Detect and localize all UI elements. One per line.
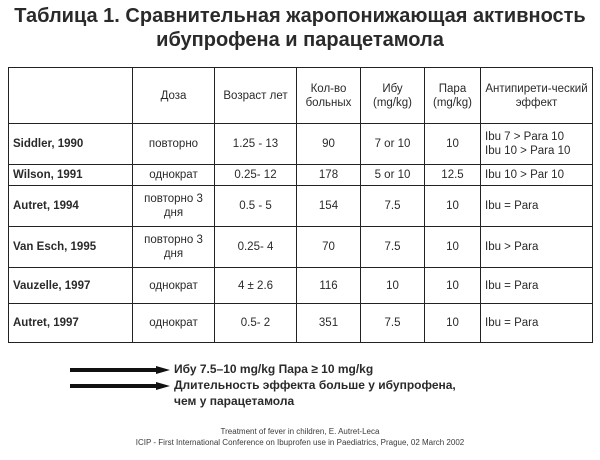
table-row — [9, 227, 593, 268]
source-line-1: Treatment of fever in children, E. Autret-Leca — [220, 427, 380, 436]
right-arrow-icon — [70, 382, 170, 390]
table-header-row — [9, 68, 593, 124]
header-patients: Кол-во больных — [297, 68, 361, 124]
conclusion-row-3 — [70, 394, 590, 410]
cell-ibu: 10 — [361, 268, 425, 304]
cell-patients: 70 — [297, 227, 361, 268]
table-row — [9, 165, 593, 186]
cell-study: Autret, 1997 — [9, 304, 133, 343]
cell-para: 12.5 — [425, 165, 481, 186]
table-row — [9, 124, 593, 165]
cell-effect: Ibu = Para — [481, 268, 593, 304]
cell-age: 0.25- 12 — [215, 165, 297, 186]
cell-dose: однократ — [133, 304, 215, 343]
conclusion-duration: Длительность эффекта больше у ибупрофена, — [174, 378, 456, 392]
cell-effect: Ibu 10 > Par 10 — [481, 165, 593, 186]
cell-study: Van Esch, 1995 — [9, 227, 133, 268]
cell-para: 10 — [425, 304, 481, 343]
cell-effect: Ibu = Para — [481, 304, 593, 343]
cell-age: 1.25 - 13 — [215, 124, 297, 165]
header-ibu: Ибу (mg/kg) — [361, 68, 425, 124]
cell-patients: 351 — [297, 304, 361, 343]
cell-study: Siddler, 1990 — [9, 124, 133, 165]
cell-effect: Ibu > Para — [481, 227, 593, 268]
comparison-table — [8, 67, 593, 343]
cell-ibu: 7 or 10 — [361, 124, 425, 165]
table-row — [9, 268, 593, 304]
cell-para: 10 — [425, 186, 481, 227]
header-age: Возраст лет — [215, 68, 297, 124]
cell-dose: однократ — [133, 165, 215, 186]
cell-ibu: 7.5 — [361, 227, 425, 268]
table-row — [9, 304, 593, 343]
conclusion-dosage: Ибу 7.5–10 mg/kg Пара ≥ 10 mg/kg — [174, 362, 374, 376]
title-line-1: Таблица 1. Сравнительная жаропонижающая активность — [14, 5, 586, 27]
right-arrow-icon — [70, 366, 170, 374]
cell-age: 0.5- 2 — [215, 304, 297, 343]
cell-dose: повторно 3 дня — [133, 186, 215, 227]
source-line-2: ICIP - First International Conference on Ibuprofen use in Paediatrics, Prague, 02 March 2002 — [135, 438, 465, 447]
cell-ibu: 7.5 — [361, 304, 425, 343]
cell-dose: повторно 3 дня — [133, 227, 215, 268]
conclusion-row-2 — [70, 378, 590, 394]
cell-study: Wilson, 1991 — [9, 165, 133, 186]
header-para: Пара (mg/kg) — [425, 68, 481, 124]
cell-patients: 178 — [297, 165, 361, 186]
page-title — [0, 4, 600, 52]
cell-dose: повторно — [133, 124, 215, 165]
cell-para: 10 — [425, 268, 481, 304]
cell-study: Autret, 1994 — [9, 186, 133, 227]
header-effect: Антипирети-ческий эффект — [481, 68, 593, 124]
effect-line-1: Ibu 7 > Para 10 — [485, 131, 564, 143]
cell-patients: 154 — [297, 186, 361, 227]
table-row — [9, 186, 593, 227]
cell-age: 4 ± 2.6 — [215, 268, 297, 304]
title-line-2: ибупрофена и парацетамола — [156, 29, 444, 51]
cell-effect — [481, 124, 593, 165]
cell-age: 0.5 - 5 — [215, 186, 297, 227]
conclusion-row-1 — [70, 362, 590, 378]
cell-patients: 116 — [297, 268, 361, 304]
cell-patients: 90 — [297, 124, 361, 165]
header-dose: Доза — [133, 68, 215, 124]
cell-study: Vauzelle, 1997 — [9, 268, 133, 304]
cell-age: 0.25- 4 — [215, 227, 297, 268]
cell-para: 10 — [425, 124, 481, 165]
cell-ibu: 5 or 10 — [361, 165, 425, 186]
cell-para: 10 — [425, 227, 481, 268]
conclusions — [70, 362, 590, 410]
cell-ibu: 7.5 — [361, 186, 425, 227]
cell-dose: однократ — [133, 268, 215, 304]
conclusion-duration-cont: чем у парацетамола — [174, 394, 295, 408]
cell-effect: Ibu = Para — [481, 186, 593, 227]
header-study — [9, 68, 133, 124]
source-citation — [0, 426, 600, 448]
effect-line-2: Ibu 10 > Para 10 — [485, 145, 571, 157]
